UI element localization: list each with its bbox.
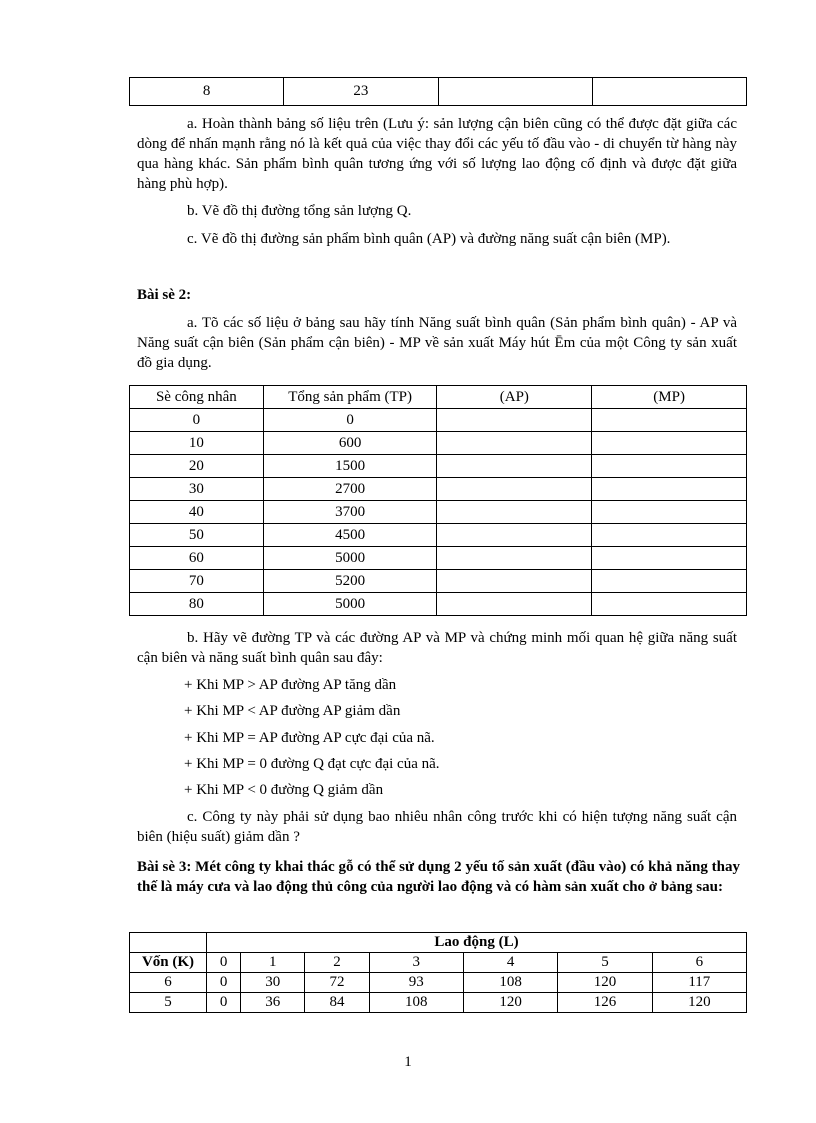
table-row xyxy=(130,993,747,1013)
paragraph-ex3 xyxy=(137,857,740,897)
table-row xyxy=(130,501,747,524)
table-row xyxy=(130,409,747,432)
table-cell: 8 xyxy=(130,78,284,106)
output-value-cell: 120 xyxy=(558,973,652,993)
capital-header: Vốn (K) xyxy=(130,953,207,973)
top-table xyxy=(129,77,747,106)
labor-value-cell: 0 xyxy=(207,953,241,973)
table-header-cell: Tổng sản phẩm (TP) xyxy=(263,386,437,409)
output-value-cell: 120 xyxy=(463,993,557,1013)
table-cell xyxy=(437,570,592,593)
table-cell: 3700 xyxy=(263,501,437,524)
table-cell: 5000 xyxy=(263,593,437,616)
table-cell xyxy=(438,78,592,106)
table-cell: 10 xyxy=(130,432,264,455)
output-value-cell: 36 xyxy=(241,993,305,1013)
table-cell: 80 xyxy=(130,593,264,616)
output-value-cell: 84 xyxy=(305,993,369,1013)
output-value-cell: 0 xyxy=(207,993,241,1013)
bullet-item: + Khi MP = AP đường AP cực đại của nã. xyxy=(184,730,435,746)
table-cell xyxy=(592,501,747,524)
labor-header: Lao động (L) xyxy=(207,933,747,953)
output-value-cell: 117 xyxy=(652,973,746,993)
table-cell xyxy=(437,547,592,570)
table-cell: 70 xyxy=(130,570,264,593)
table-cell xyxy=(592,593,747,616)
page-number: 1 xyxy=(404,1054,412,1070)
table-cell: 0 xyxy=(130,409,264,432)
table-cell xyxy=(592,478,747,501)
table-cell: 4500 xyxy=(263,524,437,547)
bullet-item: + Khi MP < AP đường AP giảm dần xyxy=(184,703,401,719)
paragraph-intro-c: c. Vẽ đồ thị đường sản phẩm bình quân (AP) và đường năng suất cận biên (MP). xyxy=(187,231,671,247)
table-header-row xyxy=(130,953,747,973)
labor-value-cell: 1 xyxy=(241,953,305,973)
table-cell xyxy=(592,547,747,570)
table-cell: 2700 xyxy=(263,478,437,501)
paragraph-intro-a: a. Hoàn thành bảng số liệu trên (Lưu ý: sản lượng cận biên cũng có thể được đặt giữa các dòng để nhấn mạnh rằng nó là kết quả của việc thay đổi các yếu tố đầu vào - di chuyển từ hàng này qua hàng khác. Sản phẩm bình quân tương ứng với số lượng lao động cố định và được đặt giữa hàng phù hợp). xyxy=(137,116,737,192)
table-row xyxy=(130,478,747,501)
exercise-2-title: Bài sè 2: xyxy=(137,287,192,303)
labor-value-cell: 5 xyxy=(558,953,652,973)
exercise-3-text: Mét công ty khai thác gỗ có thể sử dụng 2 yếu tố sản xuất (đầu vào) có khả năng thay thế là máy cưa và lao động thủ công của người lao động và có hàm sản xuất cho ở bảng sau: xyxy=(137,859,740,895)
output-value-cell: 93 xyxy=(369,973,463,993)
labor-value-cell: 2 xyxy=(305,953,369,973)
table-header-cell: Sè công nhân xyxy=(130,386,264,409)
table-cell: 600 xyxy=(263,432,437,455)
exercise-3-title: Bài sè 3: xyxy=(137,859,192,875)
table-cell xyxy=(592,455,747,478)
table-row xyxy=(130,524,747,547)
output-value-cell: 72 xyxy=(305,973,369,993)
table-header-cell: (MP) xyxy=(592,386,747,409)
table-cell: 1500 xyxy=(263,455,437,478)
capital-value-cell: 5 xyxy=(130,993,207,1013)
table-row xyxy=(130,432,747,455)
table-cell xyxy=(437,409,592,432)
paragraph-intro-b: b. Vẽ đồ thị đường tổng sản lượng Q. xyxy=(187,203,412,219)
table-cell xyxy=(437,524,592,547)
table-row xyxy=(130,547,747,570)
table-row xyxy=(130,570,747,593)
capital-labor-table-body xyxy=(130,973,747,1013)
table-header-cell: (AP) xyxy=(437,386,592,409)
table-cell: 40 xyxy=(130,501,264,524)
table-row xyxy=(130,78,747,106)
table-row xyxy=(130,973,747,993)
table-cell: 60 xyxy=(130,547,264,570)
table-cell xyxy=(130,933,207,953)
table-cell: 50 xyxy=(130,524,264,547)
capital-value-cell: 6 xyxy=(130,973,207,993)
output-value-cell: 108 xyxy=(369,993,463,1013)
bullet-item: + Khi MP < 0 đường Q giảm dần xyxy=(184,782,384,798)
table-cell: 5000 xyxy=(263,547,437,570)
labor-value-cell: 4 xyxy=(463,953,557,973)
table-cell xyxy=(437,593,592,616)
output-value-cell: 0 xyxy=(207,973,241,993)
bullet-item: + Khi MP = 0 đường Q đạt cực đại của nã. xyxy=(184,756,440,772)
capital-labor-table xyxy=(129,932,747,1013)
output-value-cell: 108 xyxy=(463,973,557,993)
table-cell xyxy=(592,432,747,455)
table-cell xyxy=(437,455,592,478)
table-cell xyxy=(437,501,592,524)
table-cell: 30 xyxy=(130,478,264,501)
production-table xyxy=(129,385,747,616)
paragraph-ex2-b: b. Hãy vẽ đường TP và các đường AP và MP và chứng minh mối quan hệ giữa năng suất cận biên và năng suất bình quân sau đây: xyxy=(137,630,737,666)
table-row xyxy=(130,455,747,478)
table-cell xyxy=(437,478,592,501)
table-cell: 0 xyxy=(263,409,437,432)
labor-value-cell: 3 xyxy=(369,953,463,973)
table-cell xyxy=(592,78,746,106)
bullet-item: + Khi MP > AP đường AP tăng dần xyxy=(184,677,397,693)
table-header-row xyxy=(130,386,747,409)
table-cell xyxy=(592,524,747,547)
paragraph-ex2-c: c. Công ty này phải sử dụng bao nhiêu nhân công trước khi có hiện tượng năng suất cận biên (hiệu suất) giảm dần ? xyxy=(137,809,737,845)
output-value-cell: 120 xyxy=(652,993,746,1013)
paragraph-ex2-a: a. Tõ các số liệu ở bảng sau hãy tính Năng suất bình quân (Sản phẩm bình quân) - AP và Năng suất cận biên (Sản phẩm cận biên) - MP về sản xuất Máy hút Ēm của một Công ty sản xuất đồ gia dụng. xyxy=(137,315,737,371)
table-cell xyxy=(592,570,747,593)
table-cell xyxy=(437,432,592,455)
production-table-body xyxy=(130,409,747,616)
table-cell xyxy=(592,409,747,432)
labor-value-cell: 6 xyxy=(652,953,746,973)
output-value-cell: 126 xyxy=(558,993,652,1013)
table-cell: 20 xyxy=(130,455,264,478)
table-cell: 5200 xyxy=(263,570,437,593)
table-row xyxy=(130,593,747,616)
table-cell: 23 xyxy=(284,78,438,106)
output-value-cell: 30 xyxy=(241,973,305,993)
table-header-row xyxy=(130,933,747,953)
